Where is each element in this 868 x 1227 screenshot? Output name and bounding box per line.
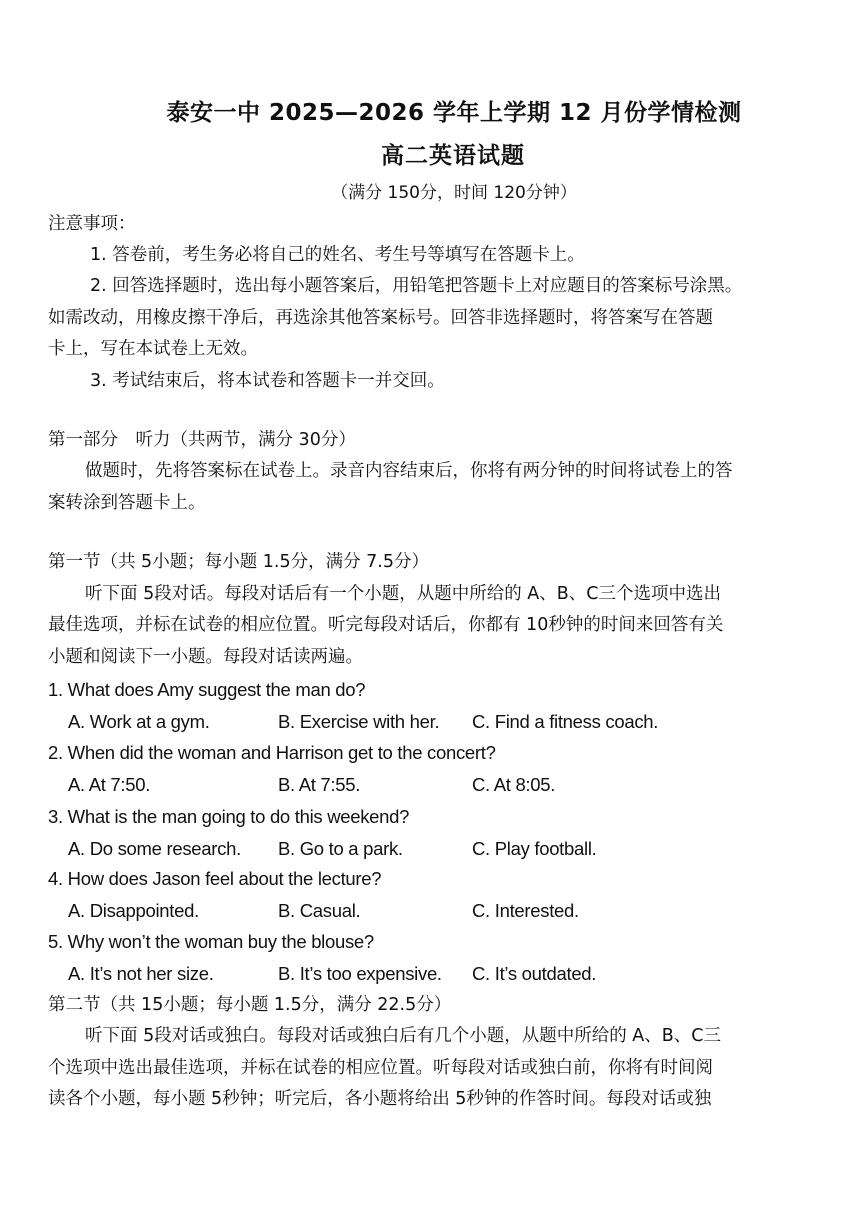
part1-heading: 第一部分 听力（共两节，满分 30分） bbox=[48, 430, 356, 450]
section1-intro-line-1: 听下面 5段对话。每段对话后有一个小题，从题中所给的 A、B、C三个选项中选出 bbox=[85, 584, 721, 604]
question-3-option-c: C. Play football. bbox=[472, 838, 597, 859]
question-2-option-b: B. At 7:55. bbox=[278, 774, 361, 795]
question-1-option-c: C. Find a fitness coach. bbox=[472, 711, 659, 732]
notice-item-1: 1. 答卷前，考生务必将自己的姓名、考生号等填写在答题卡上。 bbox=[90, 245, 585, 265]
section1-heading: 第一节（共 5小题；每小题 1.5分，满分 7.5分） bbox=[48, 552, 429, 572]
question-4-option-a: A. Disappointed. bbox=[68, 900, 199, 921]
question-4-option-c: C. Interested. bbox=[472, 900, 579, 921]
question-4: 4. How does Jason feel about the lecture? bbox=[48, 868, 382, 889]
question-3-option-b: B. Go to a park. bbox=[278, 838, 403, 859]
question-2-option-a: A. At 7:50. bbox=[68, 774, 151, 795]
notice-heading: 注意事项： bbox=[48, 214, 136, 234]
question-1: 1. What does Amy suggest the man do? bbox=[48, 679, 366, 700]
question-1-option-b: B. Exercise with her. bbox=[278, 711, 440, 732]
notice-item-2-line-2: 如需改动，用橡皮擦干净后，再选涂其他答案标号。回答非选择题时，将答案写在答题 bbox=[48, 308, 713, 328]
question-5: 5. Why won’t the woman buy the blouse? bbox=[48, 931, 374, 952]
exam-title: 泰安一中 2025—2026 学年上学期 12 月份学情检测 bbox=[166, 100, 742, 126]
notice-item-2-line-1: 2. 回答选择题时，选出每小题答案后，用铅笔把答题卡上对应题目的答案标号涂黑。 bbox=[90, 276, 743, 296]
question-3: 3. What is the man going to do this weekend? bbox=[48, 806, 410, 827]
section1-intro-line-2: 最佳选项，并标在试卷的相应位置。听完每段对话后，你都有 10秒钟的时间来回答有关 bbox=[48, 615, 724, 635]
exam-subtitle: 高二英语试题 bbox=[381, 143, 525, 169]
question-2: 2. When did the woman and Harrison get to the concert? bbox=[48, 742, 496, 763]
notice-item-3: 3. 考试结束后，将本试卷和答题卡一并交回。 bbox=[90, 371, 445, 391]
notice-item-2-line-3: 卡上，写在本试卷上无效。 bbox=[48, 339, 258, 359]
part1-intro-line-2: 案转涂到答题卡上。 bbox=[48, 493, 206, 513]
question-3-option-a: A. Do some research. bbox=[68, 838, 241, 859]
question-2-option-c: C. At 8:05. bbox=[472, 774, 556, 795]
section2-intro-line-3: 读各个小题，每小题 5秒钟；听完后，各小题将给出 5秒钟的作答时间。每段对话或独 bbox=[48, 1089, 712, 1109]
question-1-option-a: A. Work at a gym. bbox=[68, 711, 210, 732]
part1-intro-line-1: 做题时，先将答案标在试卷上。录音内容结束后，你将有两分钟的时间将试卷上的答 bbox=[85, 461, 733, 481]
question-5-option-a: A. It’s not her size. bbox=[68, 963, 214, 984]
section2-intro-line-1: 听下面 5段对话或独白。每段对话或独白后有几个小题，从题中所给的 A、B、C三 bbox=[85, 1026, 721, 1046]
question-5-option-c: C. It’s outdated. bbox=[472, 963, 597, 984]
section1-intro-line-3: 小题和阅读下一小题。每段对话读两遍。 bbox=[48, 647, 363, 667]
question-4-option-b: B. Casual. bbox=[278, 900, 361, 921]
score-note: （满分 150分，时间 120分钟） bbox=[331, 183, 577, 203]
question-5-option-b: B. It’s too expensive. bbox=[278, 963, 442, 984]
section2-heading: 第二节（共 15小题；每小题 1.5分，满分 22.5分） bbox=[48, 995, 452, 1015]
section2-intro-line-2: 个选项中选出最佳选项，并标在试卷的相应位置。听每段对话或独白前，你将有时间阅 bbox=[48, 1058, 713, 1078]
